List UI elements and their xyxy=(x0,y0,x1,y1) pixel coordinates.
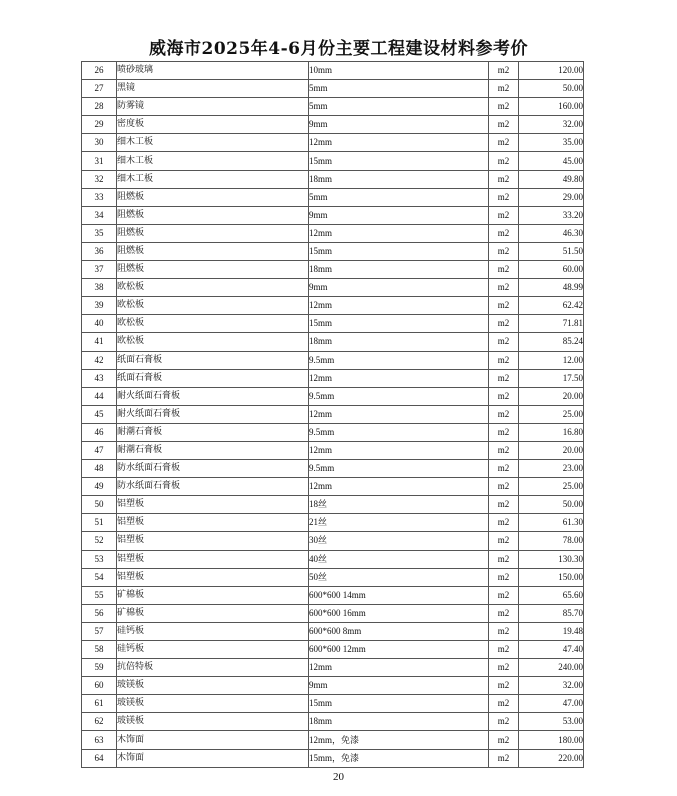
item-number-cell: 57 xyxy=(82,622,117,640)
unit-cell: m2 xyxy=(489,641,519,659)
table-row xyxy=(82,478,584,496)
material-spec-cell: 18mm xyxy=(309,261,489,279)
unit-cell: m2 xyxy=(489,98,519,116)
table-row xyxy=(82,496,584,514)
material-spec-cell: 9mm xyxy=(309,206,489,224)
material-spec-cell: 9.5mm xyxy=(309,387,489,405)
table-row xyxy=(82,405,584,423)
unit-cell: m2 xyxy=(489,713,519,731)
reference-price-cell: 20.00 xyxy=(519,387,584,405)
item-number-cell: 42 xyxy=(82,351,117,369)
table-row xyxy=(82,188,584,206)
material-name-cell: 防水纸面石膏板 xyxy=(117,478,309,496)
material-name-cell: 矿棉板 xyxy=(117,604,309,622)
unit-cell: m2 xyxy=(489,242,519,260)
unit-cell: m2 xyxy=(489,62,519,80)
reference-price-cell: 85.70 xyxy=(519,604,584,622)
table-row xyxy=(82,441,584,459)
table-row xyxy=(82,460,584,478)
table-row xyxy=(82,62,584,80)
material-name-cell: 硅钙板 xyxy=(117,641,309,659)
material-name-cell: 阻燃板 xyxy=(117,224,309,242)
unit-cell: m2 xyxy=(489,80,519,98)
unit-cell: m2 xyxy=(489,170,519,188)
item-number-cell: 49 xyxy=(82,478,117,496)
reference-price-cell: 48.99 xyxy=(519,279,584,297)
item-number-cell: 27 xyxy=(82,80,117,98)
reference-price-cell: 17.50 xyxy=(519,369,584,387)
material-spec-cell: 12mm，免漆 xyxy=(309,731,489,749)
table-row xyxy=(82,550,584,568)
item-number-cell: 45 xyxy=(82,405,117,423)
material-name-cell: 铝塑板 xyxy=(117,496,309,514)
reference-price-cell: 51.50 xyxy=(519,242,584,260)
unit-cell: m2 xyxy=(489,315,519,333)
material-name-cell: 黑镜 xyxy=(117,80,309,98)
material-spec-cell: 12mm xyxy=(309,369,489,387)
material-name-cell: 密度板 xyxy=(117,116,309,134)
reference-price-cell: 60.00 xyxy=(519,261,584,279)
item-number-cell: 36 xyxy=(82,242,117,260)
table-row xyxy=(82,532,584,550)
material-spec-cell: 12mm xyxy=(309,441,489,459)
material-name-cell: 耐潮石膏板 xyxy=(117,441,309,459)
table-row xyxy=(82,224,584,242)
item-number-cell: 41 xyxy=(82,333,117,351)
unit-cell: m2 xyxy=(489,423,519,441)
unit-cell: m2 xyxy=(489,695,519,713)
item-number-cell: 34 xyxy=(82,206,117,224)
item-number-cell: 26 xyxy=(82,62,117,80)
unit-cell: m2 xyxy=(489,749,519,767)
material-name-cell: 铝塑板 xyxy=(117,550,309,568)
item-number-cell: 40 xyxy=(82,315,117,333)
material-name-cell: 阻燃板 xyxy=(117,242,309,260)
unit-cell: m2 xyxy=(489,622,519,640)
material-name-cell: 细木工板 xyxy=(117,134,309,152)
material-name-cell: 矿棉板 xyxy=(117,586,309,604)
item-number-cell: 56 xyxy=(82,604,117,622)
material-name-cell: 细木工板 xyxy=(117,152,309,170)
material-spec-cell: 5mm xyxy=(309,80,489,98)
material-spec-cell: 18丝 xyxy=(309,496,489,514)
material-name-cell: 硅钙板 xyxy=(117,622,309,640)
material-name-cell: 耐火纸面石膏板 xyxy=(117,405,309,423)
unit-cell: m2 xyxy=(489,134,519,152)
reference-price-cell: 46.30 xyxy=(519,224,584,242)
item-number-cell: 44 xyxy=(82,387,117,405)
material-name-cell: 阻燃板 xyxy=(117,261,309,279)
reference-price-cell: 50.00 xyxy=(519,80,584,98)
reference-price-cell: 150.00 xyxy=(519,568,584,586)
material-name-cell: 铝塑板 xyxy=(117,568,309,586)
item-number-cell: 53 xyxy=(82,550,117,568)
unit-cell: m2 xyxy=(489,116,519,134)
reference-price-cell: 47.40 xyxy=(519,641,584,659)
reference-price-cell: 160.00 xyxy=(519,98,584,116)
item-number-cell: 50 xyxy=(82,496,117,514)
table-row xyxy=(82,677,584,695)
table-row xyxy=(82,315,584,333)
unit-cell: m2 xyxy=(489,731,519,749)
item-number-cell: 62 xyxy=(82,713,117,731)
table-row xyxy=(82,152,584,170)
material-name-cell: 防水纸面石膏板 xyxy=(117,460,309,478)
unit-cell: m2 xyxy=(489,586,519,604)
table-row xyxy=(82,514,584,532)
reference-price-cell: 45.00 xyxy=(519,152,584,170)
reference-price-cell: 49.80 xyxy=(519,170,584,188)
item-number-cell: 30 xyxy=(82,134,117,152)
material-spec-cell: 600*600 16mm xyxy=(309,604,489,622)
reference-price-cell: 32.00 xyxy=(519,677,584,695)
material-name-cell: 欧松板 xyxy=(117,279,309,297)
table-row xyxy=(82,297,584,315)
material-name-cell: 欧松板 xyxy=(117,297,309,315)
material-spec-cell: 600*600 12mm xyxy=(309,641,489,659)
material-spec-cell: 12mm xyxy=(309,134,489,152)
reference-price-cell: 20.00 xyxy=(519,441,584,459)
material-name-cell: 木饰面 xyxy=(117,731,309,749)
unit-cell: m2 xyxy=(489,297,519,315)
material-spec-cell: 30丝 xyxy=(309,532,489,550)
table-row xyxy=(82,731,584,749)
page-number: 20 xyxy=(333,771,344,783)
unit-cell: m2 xyxy=(489,206,519,224)
material-spec-cell: 5mm xyxy=(309,98,489,116)
table-row xyxy=(82,586,584,604)
reference-price-cell: 33.20 xyxy=(519,206,584,224)
table-row xyxy=(82,116,584,134)
unit-cell: m2 xyxy=(489,460,519,478)
unit-cell: m2 xyxy=(489,152,519,170)
material-spec-cell: 15mm xyxy=(309,315,489,333)
item-number-cell: 58 xyxy=(82,641,117,659)
material-name-cell: 细木工板 xyxy=(117,170,309,188)
item-number-cell: 54 xyxy=(82,568,117,586)
table-row xyxy=(82,568,584,586)
reference-price-cell: 220.00 xyxy=(519,749,584,767)
item-number-cell: 64 xyxy=(82,749,117,767)
material-name-cell: 喷砂玻璃 xyxy=(117,62,309,80)
material-spec-cell: 600*600 8mm xyxy=(309,622,489,640)
material-spec-cell: 12mm xyxy=(309,405,489,423)
reference-price-cell: 25.00 xyxy=(519,405,584,423)
table-row xyxy=(82,279,584,297)
material-spec-cell: 12mm xyxy=(309,478,489,496)
material-name-cell: 纸面石膏板 xyxy=(117,369,309,387)
table-row xyxy=(82,423,584,441)
reference-price-cell: 65.60 xyxy=(519,586,584,604)
unit-cell: m2 xyxy=(489,441,519,459)
reference-price-cell: 50.00 xyxy=(519,496,584,514)
item-number-cell: 38 xyxy=(82,279,117,297)
material-spec-cell: 18mm xyxy=(309,713,489,731)
material-spec-cell: 9.5mm xyxy=(309,460,489,478)
material-name-cell: 欧松板 xyxy=(117,315,309,333)
material-name-cell: 欧松板 xyxy=(117,333,309,351)
material-spec-cell: 9.5mm xyxy=(309,423,489,441)
table-row xyxy=(82,641,584,659)
reference-price-cell: 61.30 xyxy=(519,514,584,532)
material-spec-cell: 5mm xyxy=(309,188,489,206)
material-name-cell: 抗倍特板 xyxy=(117,659,309,677)
item-number-cell: 31 xyxy=(82,152,117,170)
unit-cell: m2 xyxy=(489,188,519,206)
unit-cell: m2 xyxy=(489,224,519,242)
unit-cell: m2 xyxy=(489,568,519,586)
unit-cell: m2 xyxy=(489,261,519,279)
table-row xyxy=(82,170,584,188)
item-number-cell: 59 xyxy=(82,659,117,677)
unit-cell: m2 xyxy=(489,478,519,496)
unit-cell: m2 xyxy=(489,496,519,514)
table-row xyxy=(82,242,584,260)
item-number-cell: 32 xyxy=(82,170,117,188)
table-row xyxy=(82,387,584,405)
material-spec-cell: 12mm xyxy=(309,224,489,242)
reference-price-cell: 130.30 xyxy=(519,550,584,568)
material-spec-cell: 600*600 14mm xyxy=(309,586,489,604)
unit-cell: m2 xyxy=(489,514,519,532)
reference-price-cell: 120.00 xyxy=(519,62,584,80)
table-row xyxy=(82,695,584,713)
material-name-cell: 阻燃板 xyxy=(117,188,309,206)
reference-price-cell: 53.00 xyxy=(519,713,584,731)
unit-cell: m2 xyxy=(489,659,519,677)
material-name-cell: 耐火纸面石膏板 xyxy=(117,387,309,405)
reference-price-cell: 23.00 xyxy=(519,460,584,478)
material-name-cell: 纸面石膏板 xyxy=(117,351,309,369)
material-spec-cell: 10mm xyxy=(309,62,489,80)
unit-cell: m2 xyxy=(489,532,519,550)
material-name-cell: 玻镁板 xyxy=(117,677,309,695)
material-name-cell: 玻镁板 xyxy=(117,713,309,731)
unit-cell: m2 xyxy=(489,677,519,695)
reference-price-cell: 85.24 xyxy=(519,333,584,351)
unit-cell: m2 xyxy=(489,604,519,622)
table-row xyxy=(82,622,584,640)
reference-price-cell: 35.00 xyxy=(519,134,584,152)
price-table xyxy=(81,61,584,768)
table-row xyxy=(82,351,584,369)
reference-price-cell: 19.48 xyxy=(519,622,584,640)
item-number-cell: 35 xyxy=(82,224,117,242)
table-row xyxy=(82,134,584,152)
item-number-cell: 61 xyxy=(82,695,117,713)
reference-price-cell: 29.00 xyxy=(519,188,584,206)
material-spec-cell: 21丝 xyxy=(309,514,489,532)
reference-price-cell: 71.81 xyxy=(519,315,584,333)
page-title: 威海市2025年4-6月份主要工程建设材料参考价 xyxy=(148,39,529,59)
item-number-cell: 60 xyxy=(82,677,117,695)
unit-cell: m2 xyxy=(489,351,519,369)
material-name-cell: 铝塑板 xyxy=(117,532,309,550)
table-row xyxy=(82,659,584,677)
table-row xyxy=(82,333,584,351)
material-spec-cell: 9mm xyxy=(309,116,489,134)
unit-cell: m2 xyxy=(489,405,519,423)
item-number-cell: 48 xyxy=(82,460,117,478)
reference-price-cell: 240.00 xyxy=(519,659,584,677)
item-number-cell: 39 xyxy=(82,297,117,315)
table-row xyxy=(82,80,584,98)
unit-cell: m2 xyxy=(489,279,519,297)
table-row xyxy=(82,369,584,387)
material-spec-cell: 50丝 xyxy=(309,568,489,586)
item-number-cell: 55 xyxy=(82,586,117,604)
material-name-cell: 防雾镜 xyxy=(117,98,309,116)
reference-price-cell: 12.00 xyxy=(519,351,584,369)
item-number-cell: 43 xyxy=(82,369,117,387)
material-spec-cell: 9mm xyxy=(309,279,489,297)
table-row xyxy=(82,713,584,731)
unit-cell: m2 xyxy=(489,387,519,405)
item-number-cell: 63 xyxy=(82,731,117,749)
material-spec-cell: 12mm xyxy=(309,659,489,677)
reference-price-cell: 25.00 xyxy=(519,478,584,496)
table-row xyxy=(82,749,584,767)
reference-price-cell: 16.80 xyxy=(519,423,584,441)
material-spec-cell: 12mm xyxy=(309,297,489,315)
unit-cell: m2 xyxy=(489,333,519,351)
material-spec-cell: 15mm，免漆 xyxy=(309,749,489,767)
unit-cell: m2 xyxy=(489,369,519,387)
material-spec-cell: 15mm xyxy=(309,152,489,170)
item-number-cell: 51 xyxy=(82,514,117,532)
table-row xyxy=(82,98,584,116)
material-spec-cell: 18mm xyxy=(309,333,489,351)
table-row xyxy=(82,261,584,279)
reference-price-cell: 180.00 xyxy=(519,731,584,749)
material-spec-cell: 15mm xyxy=(309,242,489,260)
reference-price-cell: 62.42 xyxy=(519,297,584,315)
material-name-cell: 铝塑板 xyxy=(117,514,309,532)
item-number-cell: 52 xyxy=(82,532,117,550)
material-name-cell: 耐潮石膏板 xyxy=(117,423,309,441)
reference-price-cell: 32.00 xyxy=(519,116,584,134)
material-spec-cell: 15mm xyxy=(309,695,489,713)
material-name-cell: 玻镁板 xyxy=(117,695,309,713)
material-name-cell: 阻燃板 xyxy=(117,206,309,224)
reference-price-cell: 78.00 xyxy=(519,532,584,550)
item-number-cell: 37 xyxy=(82,261,117,279)
item-number-cell: 28 xyxy=(82,98,117,116)
item-number-cell: 29 xyxy=(82,116,117,134)
item-number-cell: 47 xyxy=(82,441,117,459)
table-row xyxy=(82,604,584,622)
item-number-cell: 33 xyxy=(82,188,117,206)
table-row xyxy=(82,206,584,224)
item-number-cell: 46 xyxy=(82,423,117,441)
reference-price-cell: 47.00 xyxy=(519,695,584,713)
material-name-cell: 木饰面 xyxy=(117,749,309,767)
material-spec-cell: 40丝 xyxy=(309,550,489,568)
price-table-body xyxy=(82,62,584,768)
material-spec-cell: 9.5mm xyxy=(309,351,489,369)
material-spec-cell: 9mm xyxy=(309,677,489,695)
unit-cell: m2 xyxy=(489,550,519,568)
material-spec-cell: 18mm xyxy=(309,170,489,188)
